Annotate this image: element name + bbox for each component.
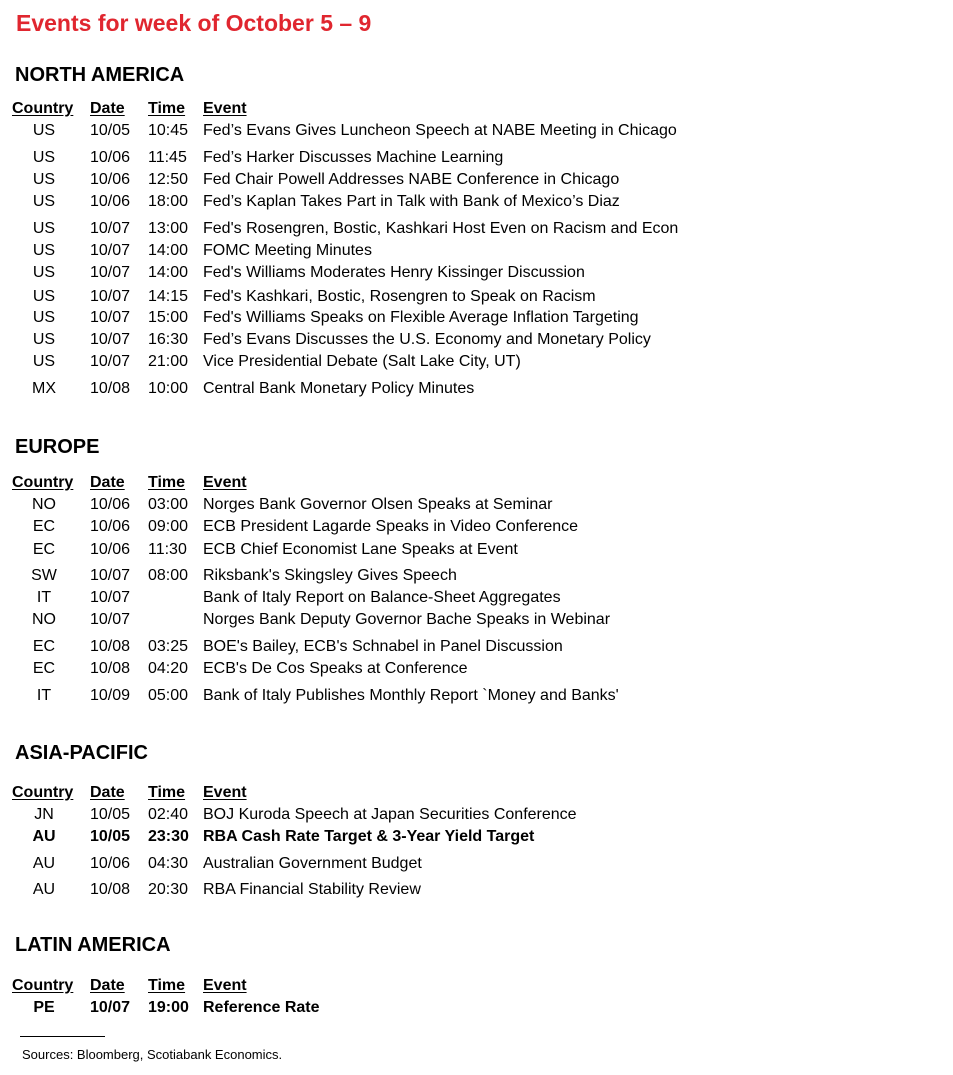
event-date: 10/07 (90, 331, 131, 348)
column-header-time: Time (148, 977, 186, 994)
event-event: Bank of Italy Report on Balance-Sheet Aggregates (203, 589, 561, 606)
event-country: US (32, 264, 56, 281)
event-time: 11:30 (148, 541, 187, 558)
event-date: 10/09 (90, 687, 131, 704)
event-date: 10/06 (90, 518, 131, 535)
event-event: Central Bank Monetary Policy Minutes (203, 380, 475, 397)
event-date: 10/07 (90, 589, 131, 606)
column-header-date: Date (90, 100, 125, 117)
event-time: 04:20 (148, 660, 189, 677)
event-event: Fed’s Evans Discusses the U.S. Economy and Monetary Policy (203, 331, 651, 348)
event-country: EC (32, 518, 56, 535)
event-event: Fed’s Kaplan Takes Part in Talk with Bank of Mexico’s Diaz (203, 193, 620, 210)
column-header-country: Country (12, 100, 74, 117)
column-header-event: Event (203, 784, 247, 801)
event-country: US (32, 220, 56, 237)
event-country: EC (32, 638, 56, 655)
column-header-date: Date (90, 474, 125, 491)
event-time: 14:00 (148, 264, 189, 281)
event-country: AU (32, 855, 56, 872)
event-time: 15:00 (148, 309, 189, 326)
event-country: EC (32, 541, 56, 558)
column-header-time: Time (148, 474, 186, 491)
event-date: 10/07 (90, 220, 131, 237)
event-event: Riksbank's Skingsley Gives Speech (203, 567, 457, 584)
event-country: US (32, 122, 56, 139)
region-heading-latin-america: LATIN AMERICA (15, 934, 171, 956)
event-date: 10/07 (90, 242, 131, 259)
event-date: 10/05 (90, 806, 131, 823)
event-event: Fed's Williams Speaks on Flexible Average Inflation Targeting (203, 309, 639, 326)
event-date: 10/07 (90, 309, 131, 326)
event-event: BOE's Bailey, ECB's Schnabel in Panel Discussion (203, 638, 563, 655)
event-country: IT (36, 687, 52, 704)
event-event: FOMC Meeting Minutes (203, 242, 372, 259)
event-event: Fed's Kashkari, Bostic, Rosengren to Speak on Racism (203, 288, 596, 305)
event-country: US (32, 353, 56, 370)
column-header-event: Event (203, 977, 247, 994)
column-header-time: Time (148, 784, 186, 801)
event-country: AU (32, 828, 56, 845)
event-time: 05:00 (148, 687, 189, 704)
event-event: Fed's Rosengren, Bostic, Kashkari Host Even on Racism and Econ (203, 220, 679, 237)
event-time: 18:00 (148, 193, 189, 210)
event-event: Vice Presidential Debate (Salt Lake City, UT) (203, 353, 521, 370)
event-date: 10/06 (90, 855, 131, 872)
event-country: PE (33, 999, 55, 1016)
event-date: 10/08 (90, 638, 131, 655)
event-time: 23:30 (148, 828, 189, 845)
event-date: 10/07 (90, 611, 131, 628)
column-header-country: Country (12, 977, 74, 994)
event-time: 19:00 (148, 999, 189, 1016)
event-event: Fed's Williams Moderates Henry Kissinger Discussion (203, 264, 585, 281)
event-date: 10/06 (90, 149, 131, 166)
event-country: US (32, 309, 56, 326)
event-event: ECB's De Cos Speaks at Conference (203, 660, 468, 677)
page-title: Events for week of October 5 – 9 (16, 10, 372, 36)
event-date: 10/06 (90, 171, 131, 188)
event-time: 16:30 (148, 331, 189, 348)
event-time: 08:00 (148, 567, 189, 584)
event-event: ECB Chief Economist Lane Speaks at Event (203, 541, 518, 558)
event-time: 03:00 (148, 496, 189, 513)
event-event: Fed’s Harker Discusses Machine Learning (203, 149, 504, 166)
event-date: 10/07 (90, 264, 131, 281)
event-event: RBA Financial Stability Review (203, 881, 421, 898)
event-time: 20:30 (148, 881, 189, 898)
event-event: Bank of Italy Publishes Monthly Report `Money and Banks' (203, 687, 619, 704)
region-heading-europe: EUROPE (15, 436, 100, 458)
event-event: Fed’s Evans Gives Luncheon Speech at NABE Meeting in Chicago (203, 122, 677, 139)
event-time: 10:00 (148, 380, 189, 397)
event-country: US (32, 193, 56, 210)
event-event: BOJ Kuroda Speech at Japan Securities Conference (203, 806, 577, 823)
event-time: 14:15 (148, 288, 189, 305)
column-header-date: Date (90, 784, 125, 801)
event-time: 02:40 (148, 806, 189, 823)
event-country: IT (36, 589, 52, 606)
event-country: MX (32, 380, 56, 397)
event-time: 12:50 (148, 171, 189, 188)
sources-note: Sources: Bloomberg, Scotiabank Economics. (22, 1047, 283, 1062)
region-heading-north-america: NORTH AMERICA (15, 64, 185, 86)
event-event: Norges Bank Governor Olsen Speaks at Seminar (203, 496, 553, 513)
event-time: 10:45 (148, 122, 189, 139)
event-date: 10/08 (90, 660, 131, 677)
column-header-time: Time (148, 100, 186, 117)
event-country: US (32, 331, 56, 348)
event-time: 11:45 (148, 149, 187, 166)
column-header-country: Country (12, 474, 74, 491)
event-country: EC (32, 660, 56, 677)
event-time: 04:30 (148, 855, 189, 872)
event-country: NO (32, 611, 56, 628)
event-date: 10/05 (90, 122, 131, 139)
event-country: JN (34, 806, 54, 823)
column-header-event: Event (203, 474, 247, 491)
column-header-event: Event (203, 100, 247, 117)
event-date: 10/07 (90, 567, 131, 584)
event-country: NO (32, 496, 56, 513)
event-date: 10/07 (90, 288, 131, 305)
event-event: Reference Rate (203, 999, 320, 1016)
event-country: US (32, 171, 56, 188)
event-event: ECB President Lagarde Speaks in Video Conference (203, 518, 579, 535)
event-time: 09:00 (148, 518, 189, 535)
event-date: 10/06 (90, 541, 131, 558)
column-header-date: Date (90, 977, 125, 994)
event-date: 10/05 (90, 828, 131, 845)
event-event: Norges Bank Deputy Governor Bache Speaks in Webinar (203, 611, 611, 628)
column-header-country: Country (12, 784, 74, 801)
event-time: 03:25 (148, 638, 189, 655)
event-time: 14:00 (148, 242, 189, 259)
event-event: RBA Cash Rate Target & 3-Year Yield Target (203, 828, 535, 845)
event-country: US (32, 288, 56, 305)
event-event: Australian Government Budget (203, 855, 422, 872)
event-date: 10/08 (90, 881, 131, 898)
event-country: AU (32, 881, 56, 898)
footnote-divider (20, 1036, 105, 1037)
event-country: SW (31, 567, 57, 584)
event-country: US (32, 149, 56, 166)
event-date: 10/07 (90, 353, 131, 370)
event-country: US (32, 242, 56, 259)
region-heading-asia-pacific: ASIA-PACIFIC (15, 742, 148, 764)
event-time: 13:00 (148, 220, 189, 237)
event-date: 10/06 (90, 193, 131, 210)
event-date: 10/08 (90, 380, 131, 397)
event-date: 10/07 (90, 999, 131, 1016)
event-time: 21:00 (148, 353, 189, 370)
event-date: 10/06 (90, 496, 131, 513)
event-event: Fed Chair Powell Addresses NABE Conference in Chicago (203, 171, 620, 188)
